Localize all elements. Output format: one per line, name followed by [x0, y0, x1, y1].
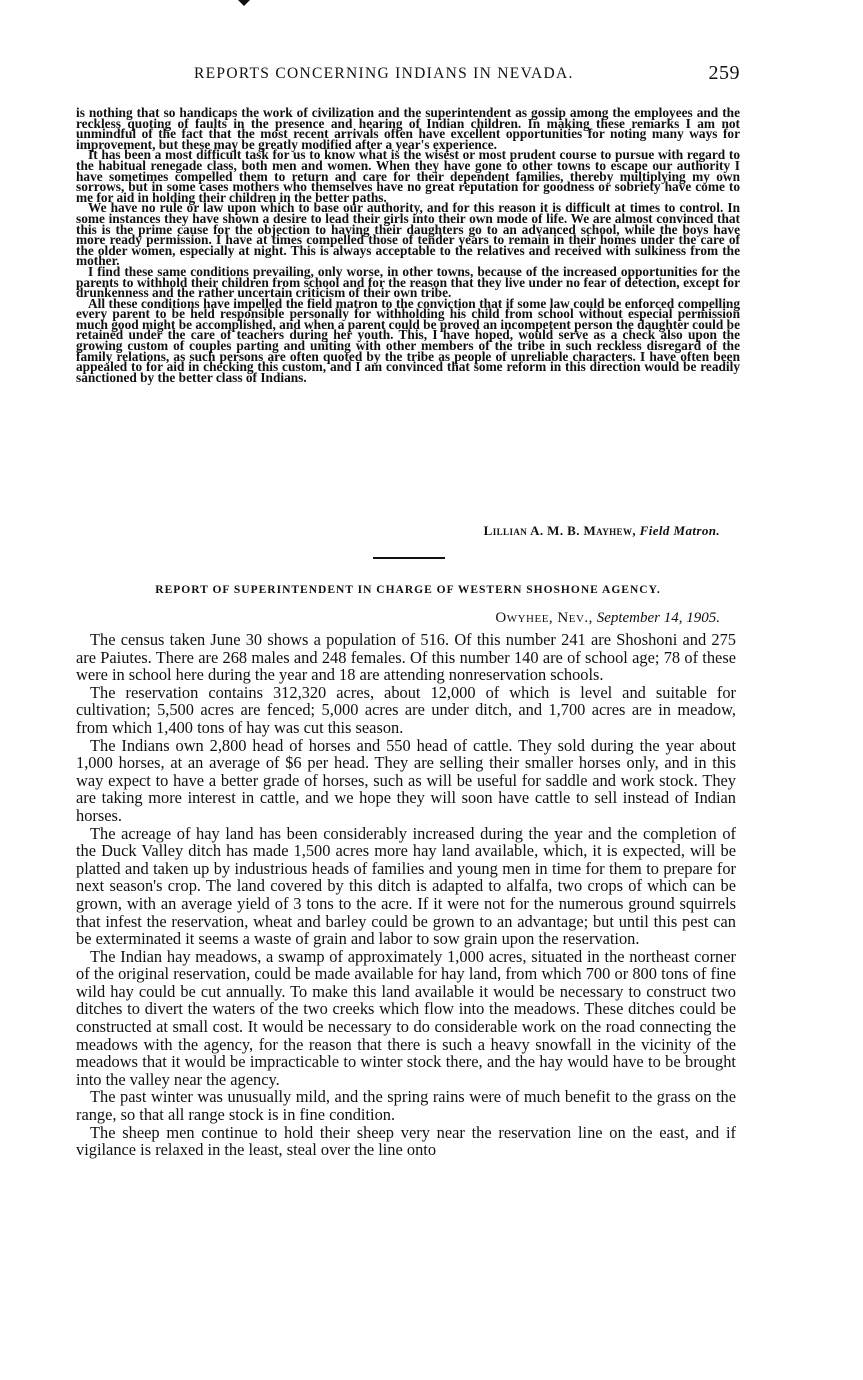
signature-name: Lillian A. M. B. Mayhew, [483, 523, 637, 538]
dateline-date: September 14, 1905. [596, 610, 720, 626]
binding-mark-icon [238, 0, 250, 6]
paragraph: The census taken June 30 shows a population of 516. Of this number 241 are Shoshoni and 275 are Paiutes. There are 268 males and 248 females. Of this number 140 are of school age; 78 of these were in school here during the year and 18 are attending nonreservation schools. [76, 630, 736, 685]
field-matron-report-continuation [76, 105, 740, 385]
page-number: 259 [708, 62, 740, 84]
dateline-place: Owyhee, Nev., [495, 610, 593, 626]
running-head: REPORTS CONCERNING INDIANS IN NEVADA. [194, 65, 574, 82]
paragraph: The acreage of hay land has been considerably increased during the year and the completion of the Duck Valley ditch has made 1,500 acres more hay land available, which, it is expected, will be platted and taken up by industrious heads of families and young men in time for them to prepare for next season's crop. The land covered by this ditch is adapted to alfalfa, two crops of which can be grown, with an average yield of 3 tons to the acre. If it were not for the numerous ground squirrels that infest the reservation, wheat and barley could be grown to an advantage; but until this pest can be exterminated it seems a waste of grain and labor to sow grain upon the reservation. [76, 823, 736, 949]
signature-title: Field Matron. [639, 523, 720, 538]
paragraph: It has been a most difficult task for us to know what is the wisest or most prudent course to pursue with regard to the habitual renegade class, both men and women. When they have gone to other towns to escape our authority I have sometimes compelled them to return and care for their dependent families, thereby multiplying my own sorrows, but in some cases mothers who themselves have no great reputation for goodness or sobriety have come to me for aid in holding their children in the better paths. [76, 147, 740, 205]
section-title: REPORT OF SUPERINTENDENT IN CHARGE OF WESTERN SHOSHONE AGENCY. [155, 584, 661, 596]
page-header [76, 62, 740, 88]
section-divider [373, 557, 445, 559]
paragraph: is nothing that so handicaps the work of civilization and the superintendent as gossip among the employees and the reckless quoting of faults in the presence and hearing of Indian children. In making these remarks I am not unmindful of the fact that the most recent arrivals often have excellent opportunities for noting many ways for improvement, but these may be greatly modified after a year's experience. [76, 105, 740, 152]
dateline [76, 610, 720, 627]
superintendent-report-body [76, 631, 736, 1159]
paragraph: The past winter was unusually mild, and the spring rains were of much benefit to the grass on the range, so that all range stock is in fine condition. [76, 1087, 736, 1125]
paragraph: The reservation contains 312,320 acres, about 12,000 of which is level and suitable for cultivation; 5,500 acres are fenced; 5,000 acres are under ditch, and 1,700 acres are in meadow, from which 1,400 tons of hay was cut this season. [76, 682, 736, 737]
paragraph: The sheep men continue to hold their sheep very near the reservation line on the east, and if vigilance is relaxed in the least, steal over the line onto [76, 1122, 736, 1160]
paragraph: We have no rule or law upon which to base our authority, and for this reason it is difficult at times to control. In some instances they have shown a desire to lead their girls into their own mode of life. We are almost convinced that this is the prime cause for the objection to having their daughters go to an advanced school, while the boys have more ready permission. I have at times compelled those of tender years to remain in their homes under the care of the older women, especially at night. This is always acceptable to the relatives and received with sulkiness from the mother. [76, 200, 740, 269]
paragraph: I find these same conditions prevailing, only worse, in other towns, because of the increased opportunities for the parents to withhold their children from school and for the reason that they live under no fear of detection, except for drunkenness and the rather uncertain criticism of their own tribe. [76, 263, 740, 301]
paragraph: The Indians own 2,800 head of horses and 550 head of cattle. They sold during the year about 1,000 horses, at an average of $6 per head. They are selling their smaller horses only, and in this way expect to have a better grade of horses, such as will be useful for saddle and work stock. They are taking more interest in cattle, and we hope they will soon have cattle to sell instead of Indian horses. [76, 735, 736, 825]
paragraph: All these conditions have impelled the field matron to the conviction that if some law could be enforced compelling every parent to be held responsible personally for withholding his child from school without especial permission much good might be accomplished, and when a parent could be proved an incompetent person the daughter could be retained under the care of teachers during her youth. This, I have hoped, would serve as a check also upon the growing custom of couples parting and uniting with other members of the tribe in such reckless disregard of the family relations, as such persons are often quoted by the tribe as people of unreliable characters. I have often been appealed to for aid in checking this custom, and I am convinced that some reform in this direction would be readily sanctioned by the better class of Indians. [76, 295, 740, 385]
paragraph: The Indian hay meadows, a swamp of approximately 1,000 acres, situated in the northeast corner of the original reservation, could be made available for hay land, from which 700 or 800 tons of fine wild hay could be cut annually. To make this land available it would be necessary to construct two ditches to divert the waters of the two creeks which flow into the meadows. These ditches could be constructed at small cost. It would be necessary to do considerable work on the road connecting the meadows with the agency, for the reason that there is such a heavy snowfall in the vicinity of the meadows that it would be impracticable to winter stock there, and the hay would have to be brought into the valley near the agency. [76, 946, 736, 1089]
signature [76, 523, 720, 539]
